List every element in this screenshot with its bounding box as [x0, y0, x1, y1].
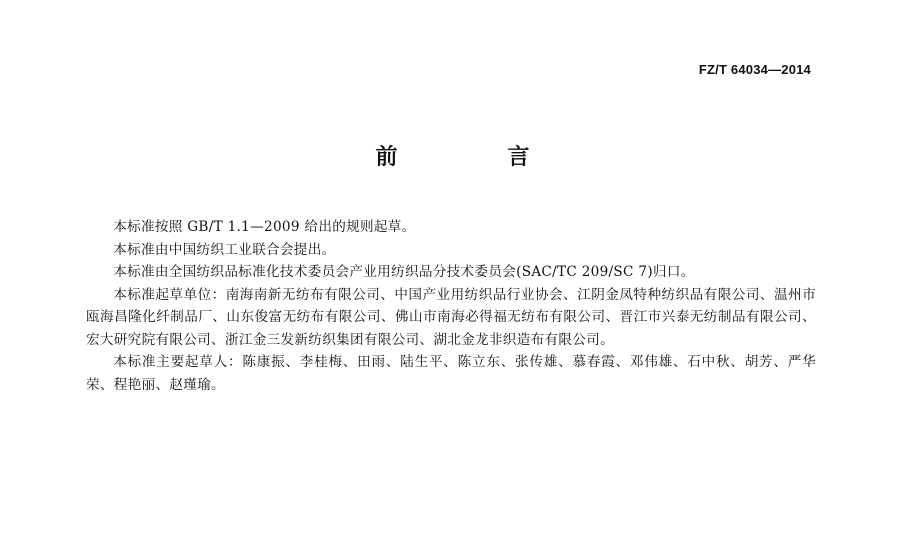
paragraph-proposer: 本标准由中国纺织工业联合会提出。 [113, 241, 336, 258]
paragraph-drafting-units: 本标准起草单位：南海南新无纺布有限公司、中国产业用纺织品行业协会、江阴金凤特种纺织品有限公司、温州市瓯海昌隆化纤制品厂、山东俊富无纺布有限公司、佛山市南海必得福无纺布有限公司、晋江市兴泰无纺制品有限公司、宏大研究院有限公司、浙江金三发新纺织集团有限公司、湖北金龙非织造布有限公司。 [86, 286, 816, 348]
paragraph-main-drafters: 本标准主要起草人：陈康振、李桂梅、田雨、陆生平、陈立东、张传雄、慕春霞、邓伟雄、石中秋、胡芳、严华荣、程艳丽、赵瑾瑜。 [86, 354, 816, 393]
foreword-heading: 前 言 [375, 144, 574, 170]
foreword-body [86, 216, 816, 396]
paragraph-drafting-rules: 本标准按照 GB/T 1.1—2009 给出的规则起草。 [113, 219, 416, 235]
paragraph-administrator: 本标准由全国纺织品标准化技术委员会产业用纺织品分技术委员会(SAC/TC 209/SC 7)归口。 [113, 264, 695, 280]
standard-code: FZ/T 64034—2014 [698, 62, 811, 77]
